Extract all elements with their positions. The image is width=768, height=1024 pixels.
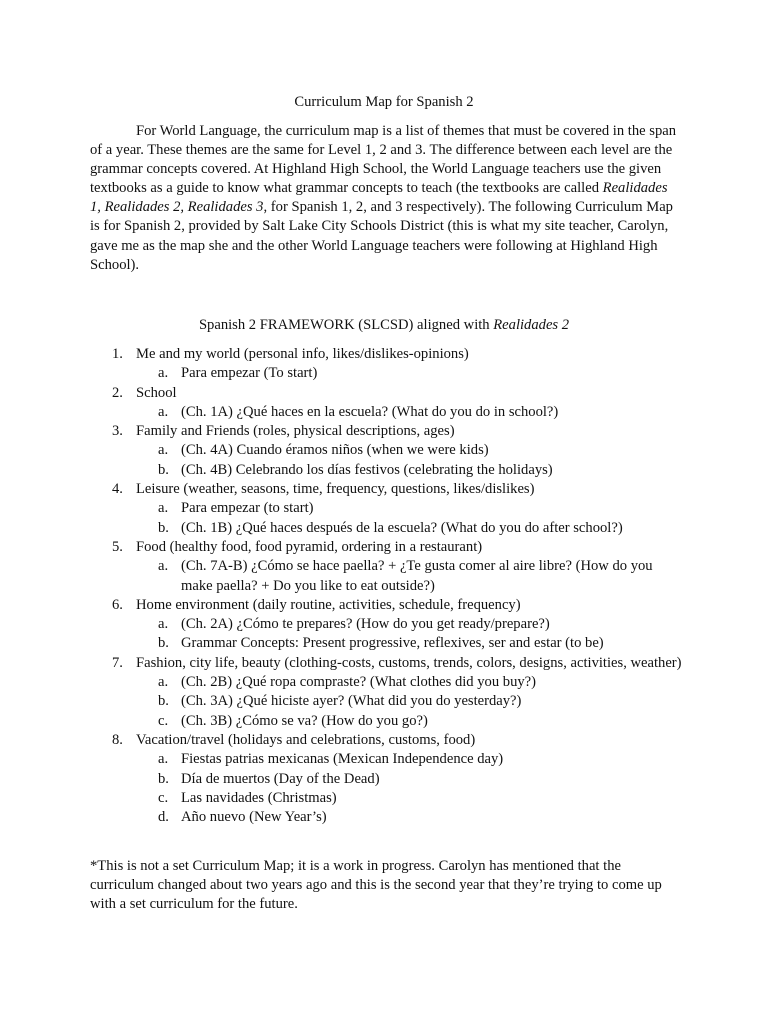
outline-subitem-text: (Ch. 2B) ¿Qué ropa compraste? (What clothes did you buy?) [181, 674, 537, 691]
outline-subitem-letter: d. [158, 809, 169, 826]
intro-text-1: For World Language, the curriculum map is a list of themes that must be covered in the span of a year. These themes are the same for Level 1, 2 and 3. The difference between each level are the grammar concepts covered. At Highland High School, the World Language teachers use the given textbooks as a guide to know what grammar concepts to teach (the textbooks are called [90, 123, 677, 197]
outline-item-text: Home environment (daily routine, activities, schedule, frequency) [136, 596, 521, 613]
outline-item-number: 2. [112, 384, 123, 401]
outline-item-text: Family and Friends (roles, physical descriptions, ages) [136, 423, 455, 440]
outline-subitem-text: Día de muertos (Day of the Dead) [181, 770, 380, 787]
outline-item-text: Vacation/travel (holidays and celebrations, customs, food) [136, 731, 476, 748]
outline-subitem-text: Las navidades (Christmas) [181, 789, 337, 806]
outline-subitem [90, 499, 682, 518]
outline-subitem-letter: b. [158, 635, 169, 652]
outline-item [90, 596, 682, 615]
framework-heading [0, 316, 768, 335]
outline-subitem [90, 750, 682, 769]
outline-subitem-text: (Ch. 3A) ¿Qué hiciste ayer? (What did you do yesterday?) [181, 693, 522, 710]
outline-subitem-letter: a. [158, 558, 169, 575]
intro-textbooks: Realidades 1, Realidades 2, Realidades 3 [90, 180, 668, 216]
outline-subitem-text: Grammar Concepts: Present progressive, reflexives, ser and estar (to be) [181, 635, 604, 652]
outline-item-number: 1. [112, 346, 123, 362]
outline-subitem-letter: b. [158, 519, 169, 536]
outline-subitem [90, 770, 682, 789]
outline-item [90, 538, 682, 557]
outline-item-text: Fashion, city life, beauty (clothing-costs, customs, trends, colors, designs, activities, weather) [136, 654, 682, 671]
outline-subitem-text: (Ch. 1A) ¿Qué haces en la escuela? (What do you do in school?) [181, 403, 559, 420]
outline-subitem-letter: b. [158, 693, 169, 710]
outline-subitem-letter: c. [158, 712, 169, 729]
outline-subitem [90, 403, 682, 422]
outline-subitem-letter: a. [158, 674, 169, 691]
outline-subitem [90, 519, 682, 538]
outline-subitem-text: (Ch. 2A) ¿Cómo te prepares? (How do you get ready/prepare?) [181, 616, 550, 633]
outline-subitem [90, 615, 682, 634]
outline-subitem [90, 808, 682, 827]
outline-subitem-text: Para empezar (To start) [181, 365, 318, 382]
outline-subitem-text: (Ch. 1B) ¿Qué haces después de la escuela? (What do you do after school?) [181, 519, 623, 536]
outline-subitem [90, 634, 682, 653]
outline-item-number: 4. [112, 481, 123, 498]
outline-subitem-letter: a. [158, 442, 169, 459]
curriculum-outline [90, 345, 682, 827]
outline-item [90, 480, 682, 499]
outline-subitem [90, 461, 682, 480]
outline-item [90, 731, 682, 750]
outline-item-text: Food (healthy food, food pyramid, ordering in a restaurant) [136, 538, 483, 555]
outline-subitem-letter: a. [158, 616, 169, 633]
outline-subitem [90, 364, 682, 383]
outline-item-text: School [136, 384, 177, 401]
outline-item [90, 422, 682, 441]
outline-item-text: Leisure (weather, seasons, time, frequency, questions, likes/dislikes) [136, 481, 535, 498]
outline-subitem-text: (Ch. 3B) ¿Cómo se va? (How do you go?) [181, 712, 428, 729]
outline-subitem-letter: b. [158, 770, 169, 787]
outline-item-number: 3. [112, 423, 123, 440]
outline-subitem-text: (Ch. 4A) Cuando éramos niños (when we were kids) [181, 442, 489, 459]
outline-subitem-letter: b. [158, 461, 169, 478]
outline-subitem-letter: a. [158, 365, 169, 382]
outline-item-text: Me and my world (personal info, likes/dislikes-opinions) [136, 346, 469, 362]
outline-item-number: 6. [112, 596, 123, 613]
outline-item [90, 384, 682, 403]
framework-heading-text: Spanish 2 FRAMEWORK (SLCSD) aligned with [198, 317, 494, 333]
outline-subitem-letter: a. [158, 403, 169, 420]
intro-text-2: , for Spanish 1, 2, and 3 respectively). The following Curriculum Map is for Spanish 2, provided by Salt Lake City Schools District (this is what my site teacher, Carolyn, gave me as the map she and the other World Language teachers were following at Highland High School). [90, 199, 673, 273]
outline-subitem-text: Para empezar (to start) [181, 500, 314, 517]
footnote: *This is not a set Curriculum Map; it is a work in progress. Carolyn has mentioned that the curriculum changed about two years ago and this is the second year that they’re trying to come up with a set curriculum for the future. [90, 858, 662, 913]
outline-subitem-letter: a. [158, 751, 169, 768]
outline-subitem-text: Fiestas patrias mexicanas (Mexican Independence day) [181, 751, 504, 768]
outline-subitem [90, 692, 682, 711]
outline-subitem-text: (Ch. 4B) Celebrando los días festivos (celebrating the holidays) [181, 461, 553, 478]
outline-subitem-text: (Ch. 7A-B) ¿Cómo se hace paella? + ¿Te gusta comer al aire libre? (How do you make paella? + Do you like to eat outside?) [181, 558, 653, 594]
outline-subitem-text: Año nuevo (New Year’s) [181, 809, 327, 826]
outline-subitem [90, 557, 682, 596]
outline-item [90, 345, 682, 364]
outline-subitem-letter: c. [158, 789, 169, 806]
framework-heading-book: Realidades 2 [493, 317, 570, 333]
document-title: Curriculum Map for Spanish 2 [294, 94, 474, 110]
intro-paragraph [90, 122, 682, 275]
outline-subitem [90, 789, 682, 808]
outline-subitem [90, 712, 682, 731]
outline-item [90, 654, 682, 673]
outline-subitem-letter: a. [158, 500, 169, 517]
outline-item-number: 7. [112, 654, 123, 671]
outline-item-number: 5. [112, 538, 123, 555]
outline-subitem [90, 441, 682, 460]
outline-subitem [90, 673, 682, 692]
outline-item-number: 8. [112, 731, 123, 748]
